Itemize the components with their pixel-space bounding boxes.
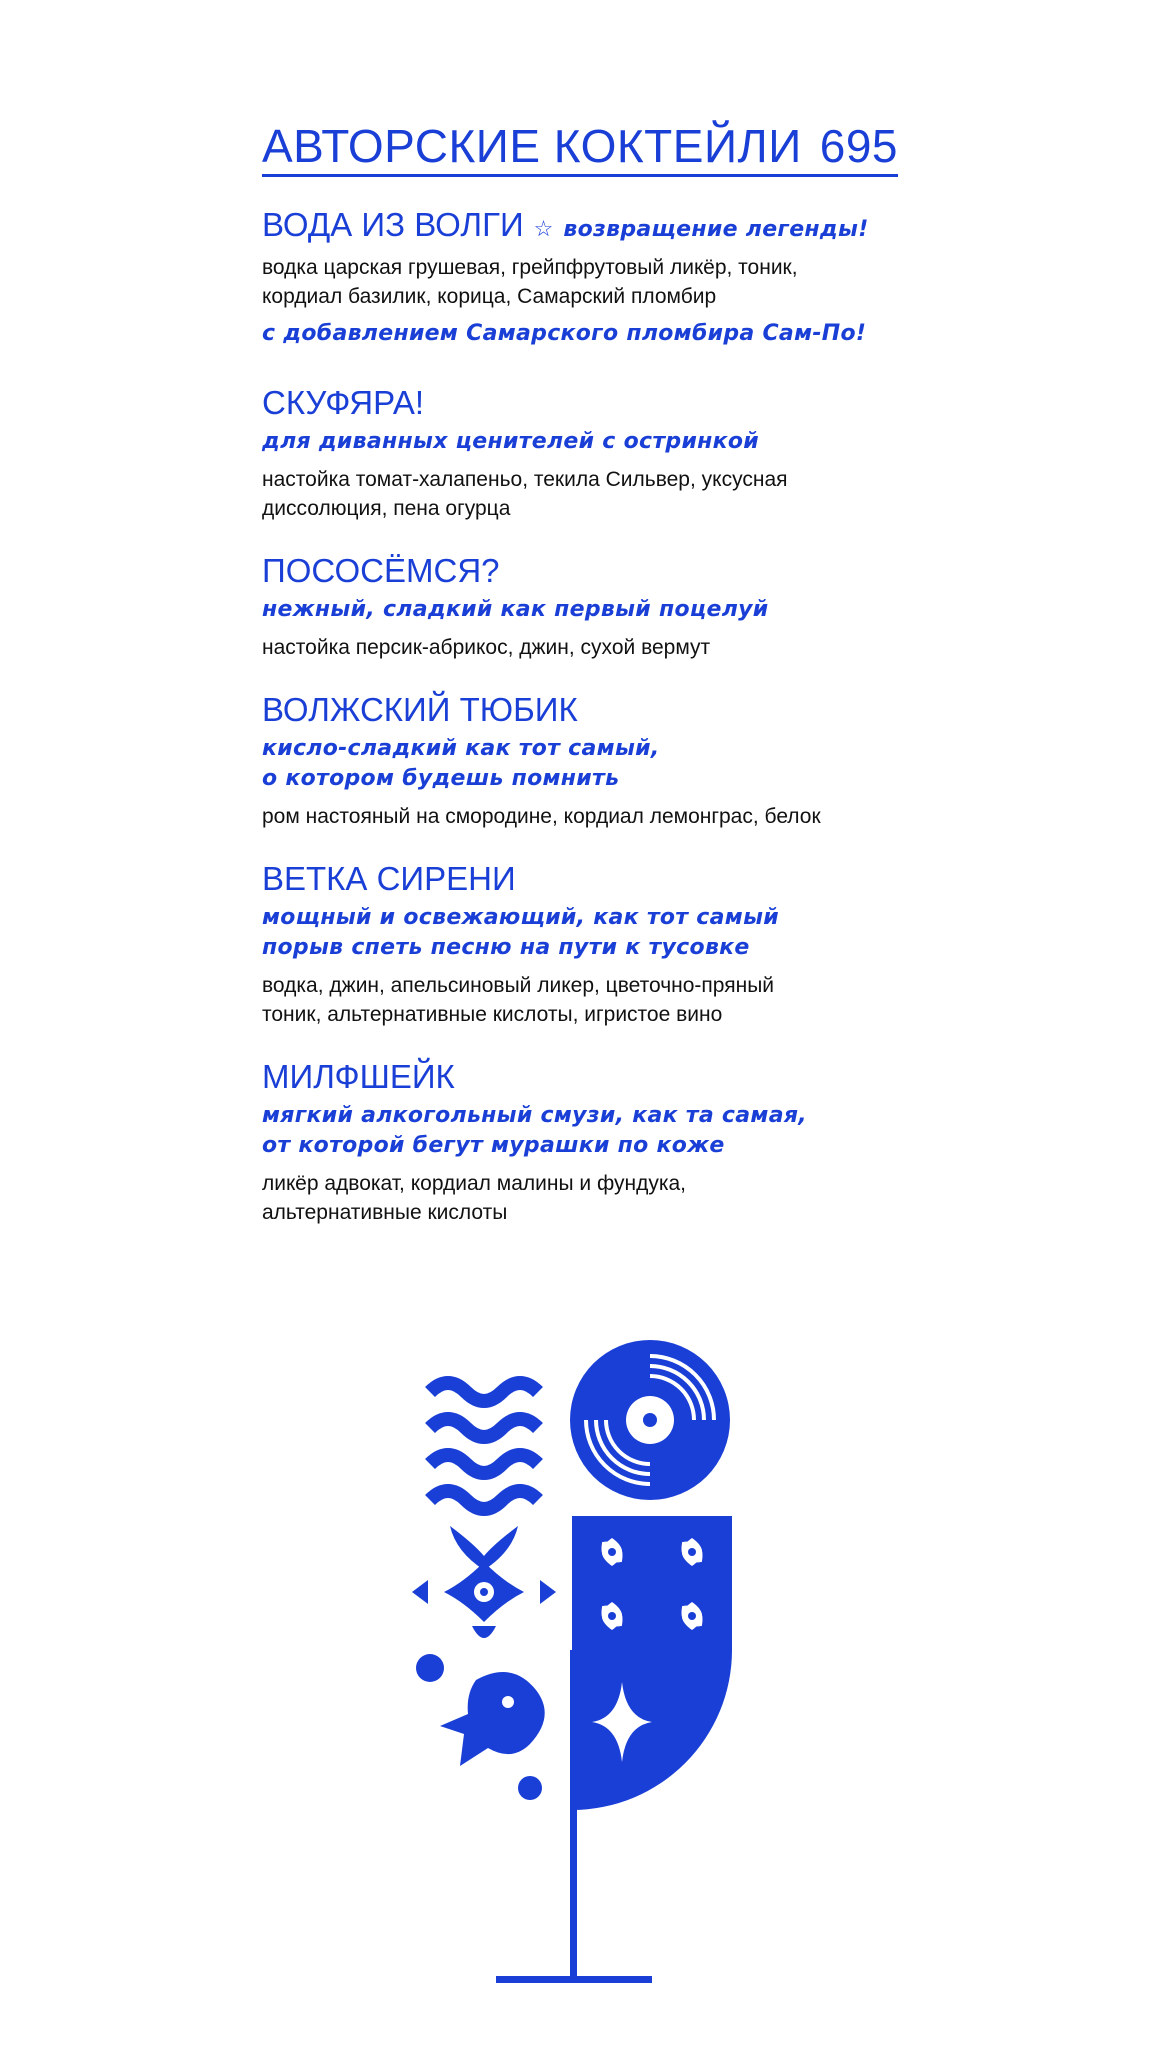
menu-item-voda-iz-volgi (262, 205, 898, 349)
item-extra-note: с добавлением Самарского пломбира Сам-По! (262, 321, 867, 346)
waves-icon (430, 1383, 538, 1509)
item-description: водка царская грушевая, грейпфрутовый ликёр, тоник, кордиал базилик, корица, Самарский пломбир (262, 256, 798, 308)
item-name: МИЛФШЕЙК (262, 1058, 455, 1095)
item-tagline: кисло-сладкий как тот самый, о котором будешь помнить (262, 736, 660, 791)
menu-item-vetka-sireni (262, 859, 898, 1029)
cocktail-menu (262, 120, 898, 1227)
item-tagline: мощный и освежающий, как тот самый порыв спеть песню на пути к тусовке (262, 905, 779, 960)
item-description: водка, джин, апельсиновый ликер, цветочно-пряный тоник, альтернативные кислоты, игристое вино (262, 974, 775, 1026)
menu-item-volzhskiy-tyubik (262, 690, 898, 831)
item-tagline: мягкий алкогольный смузи, как та самая, от которой бегут мурашки по коже (262, 1103, 807, 1158)
menu-header (262, 120, 898, 177)
sparkle-icon (572, 1650, 732, 1810)
item-name: ВОДА ИЗ ВОЛГИ (262, 206, 524, 243)
folk-flower-icon (412, 1526, 556, 1638)
page-title: АВТОРСКИЕ КОКТЕЙЛИ (262, 120, 802, 172)
vinyl-record-icon (570, 1340, 730, 1500)
item-name: ПОСОСЁМСЯ? (262, 552, 500, 589)
item-description: настойка томат-халапеньо, текила Сильвер, уксусная диссолюция, пена огурца (262, 468, 788, 520)
star-icon: ☆ (533, 216, 554, 241)
fish-icon (416, 1654, 545, 1800)
item-tagline: возвращение легенды! (563, 217, 869, 242)
menu-item-milfsheyk (262, 1057, 898, 1227)
section-price: 695 (819, 120, 898, 172)
cocktail-glass-illustration (412, 1330, 748, 1992)
item-description: ром настояный на смородине, кордиал лемонграс, белок (262, 805, 821, 828)
item-description: ликёр адвокат, кордиал малины и фундука, альтернативные кислоты (262, 1172, 687, 1224)
item-name: ВЕТКА СИРЕНИ (262, 860, 516, 897)
item-tagline: нежный, сладкий как первый поцелуй (262, 597, 769, 622)
item-description: настойка персик-абрикос, джин, сухой вермут (262, 636, 711, 659)
item-name: СКУФЯРА! (262, 384, 425, 421)
menu-item-pososemsya (262, 551, 898, 662)
petal-tiles-icon (572, 1516, 732, 1650)
item-name: ВОЛЖСКИЙ ТЮБИК (262, 691, 578, 728)
menu-item-skufyara (262, 383, 898, 523)
item-tagline: для диванных ценителей с остринкой (262, 429, 760, 454)
